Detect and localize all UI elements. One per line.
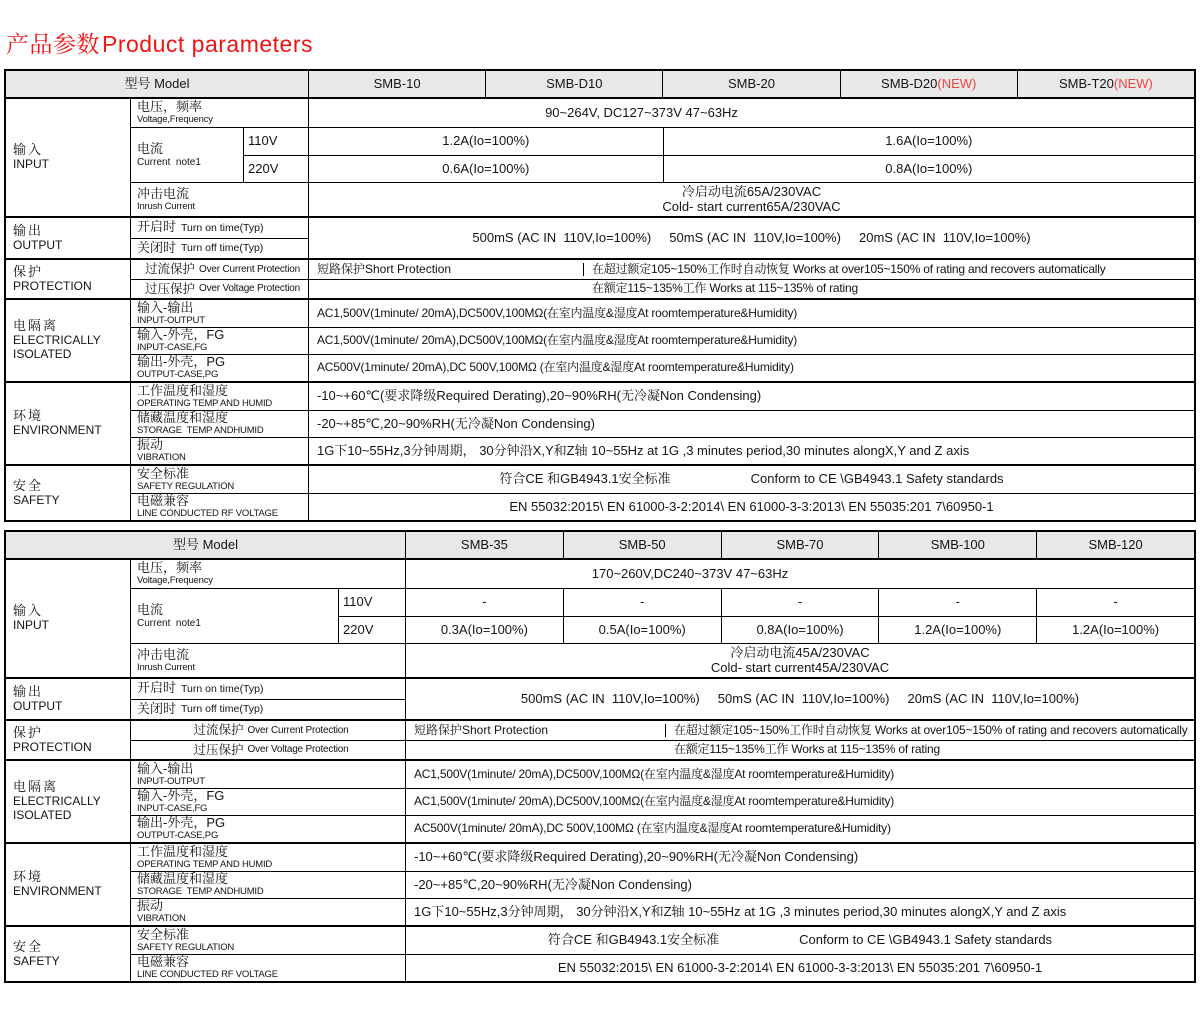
row-label-turn-on: 开启时 Turn on time(Typ) [137,680,264,696]
current-110v-value: 1.2A(Io=100%) [442,133,530,149]
model-column-header: SMB-35 [460,536,508,552]
section-label-environment: 环境 ENVIRONMENT [6,844,131,925]
model-header-cell: 型号 Model [6,71,309,97]
operating-temp-value: -10~+60℃(要求降级Required Derating),20~90%RH(无冷凝Non Condensing) [317,388,762,404]
environment-section [6,381,1194,464]
current-110v-value: - [563,589,721,616]
row-label-turn-off: 关闭时 Turn off time(Typ) [131,699,405,720]
model-column-header: SMB-70 [721,532,879,558]
row-label-input-output: 输入-输出 INPUT-OUTPUT [131,761,406,788]
ocp-recovery-value: 在超过额定105~150%工作时自动恢复 Works at over105~150% of rating and recovers automatically [592,261,1106,276]
section-label-isolated: 电隔离 ELECTRICALLY ISOLATED [6,300,131,381]
row-label-safety-regulation: 安全标准 SAFETY REGULATION [131,927,406,954]
row-label-vibration: 振动 VIBRATION [131,899,406,925]
row-label-safety-regulation: 安全标准 SAFETY REGULATION [131,466,309,493]
new-badge: (NEW) [1113,75,1153,91]
section-label-safety: 安全 SAFETY [6,466,131,520]
row-label-storage-temp: 储藏温度和湿度 STORAGE TEMP ANDHUMID [131,872,406,898]
voltage-frequency-value: 170~260V,DC240~373V 47~63Hz [591,565,789,581]
ocp-recovery-value: 在超过额定105~150%工作时自动恢复 Works at over105~150% of rating and recovers automatically [674,722,1188,737]
row-label-output-case: 输出-外壳，PG OUTPUT-CASE,PG [131,816,406,842]
isolated-section [6,298,1194,381]
iso-output-case-value: AC500V(1minute/ 20mA),DC 500V,100MΩ (在室内温度&湿度At roomtemperature&Humidity) [317,360,794,375]
row-label-output-case: 输出-外壳，PG OUTPUT-CASE,PG [131,355,309,381]
iso-input-case-value: AC1,500V(1minute/ 20mA),DC500V,100MΩ(在室内温度&湿度At roomtemperature&Humidity) [317,333,798,348]
spec-table-2 [4,530,1196,983]
iso-input-output-value: AC1,500V(1minute/ 20mA),DC500V,100MΩ(在室内温度&湿度At roomtemperature&Humidity) [414,766,895,781]
row-label-vibration: 振动 VIBRATION [131,438,309,464]
section-label-output: 输出 OUTPUT [6,218,131,258]
vibration-value: 1G下10~55Hz,3分钟周期， 30分钟沿X,Y和Z轴 10~55Hz at 1G ,3 minutes period,30 minutes alongX,Y and Z axis [414,903,1067,919]
row-label-110v: 110V [244,128,309,155]
short-protection-value: 短路保护Short Protection [406,724,666,738]
row-label-storage-temp: 储藏温度和湿度 STORAGE TEMP ANDHUMID [131,411,309,437]
section-label-output: 输出 OUTPUT [6,679,131,719]
output-section [6,216,1194,258]
vibration-value: 1G下10~55Hz,3分钟周期， 30分钟沿X,Y和Z轴 10~55Hz at 1G ,3 minutes period,30 minutes alongX,Y and Z axis [317,442,970,458]
row-label-over-current-protection: 过流保护 Over Current Protection [131,260,309,279]
iso-input-output-value: AC1,500V(1minute/ 20mA),DC500V,100MΩ(在室内温度&湿度At roomtemperature&Humidity) [317,305,798,320]
current-220v-value: 0.8A(Io=100%) [721,617,879,643]
iso-output-case-value: AC500V(1minute/ 20mA),DC 500V,100MΩ (在室内温度&湿度At roomtemperature&Humidity) [414,821,891,836]
emc-value: EN 55032:2015\ EN 61000-3-2:2014\ EN 61000-3-3:2013\ EN 55035:201 7\60950-1 [557,959,1043,975]
safety-regulation-value: 符合CE 和GB4943.1安全标准 Conform to CE \GB4943.1 Safety standards [499,471,1004,487]
safety-section [6,925,1194,981]
section-label-environment: 环境 ENVIRONMENT [6,383,131,464]
table1-header-row [6,71,1194,97]
row-label-voltage-frequency: 电压，频率 Voltage,Frequency [131,99,309,127]
short-protection-value: 短路保护Short Protection [309,263,584,277]
spec-table-1 [4,69,1196,522]
inrush-current-value: 冷启动电流65A/230VAC Cold- start current65A/230VAC [662,183,841,214]
current-220v-value: 1.2A(Io=100%) [878,617,1036,643]
emc-value: EN 55032:2015\ EN 61000-3-2:2014\ EN 61000-3-3:2013\ EN 55035:201 7\60950-1 [509,498,994,514]
row-label-over-current-protection: 过流保护 Over Current Protection [131,721,406,740]
current-220v-value: 1.2A(Io=100%) [1036,617,1194,643]
row-label-input-output: 输入-输出 INPUT-OUTPUT [131,300,309,327]
current-110v-value: - [878,589,1036,616]
ovp-value: 在额定115~135%工作 Works at 115~135% of rating [674,742,940,757]
row-label-220v: 220V [244,156,309,182]
row-label-turn-off: 关闭时 Turn off time(Typ) [131,238,308,259]
safety-section [6,464,1194,520]
row-label-inrush-current: 冲击电流 Inrush Current [131,183,309,216]
inrush-current-value: 冷启动电流45A/230VAC Cold- start current45A/230VAC [710,644,890,675]
isolated-section [6,759,1194,842]
section-label-protection: 保护 PROTECTION [6,260,131,298]
model-header-cell: 型号 Model [6,532,406,558]
current-220v-value: 0.3A(Io=100%) [440,621,528,637]
turn-time-value: 500mS (AC IN 110V,Io=100%) 50mS (AC IN 110V,Io=100%) 20mS (AC IN 110V,Io=100%) [472,229,1031,245]
model-column-header: SMB-100 [878,532,1036,558]
turn-time-value: 500mS (AC IN 110V,Io=100%) 50mS (AC IN 110V,Io=100%) 20mS (AC IN 110V,Io=100%) [520,690,1080,706]
new-badge: (NEW) [937,75,977,91]
row-label-over-voltage-protection: 过压保护 Over Voltage Protection [131,741,406,759]
section-label-input: 输入 INPUT [6,99,131,216]
current-rows [131,588,1194,643]
current-220v-value: 0.5A(Io=100%) [563,617,721,643]
row-label-220v: 220V [339,617,406,643]
row-label-operating-temp: 工作温度和湿度 OPERATING TEMP AND HUMID [131,844,406,871]
environment-section [6,842,1194,925]
storage-temp-value: -20~+85℃,20~90%RH(无冷凝Non Condensing) [317,415,595,431]
section-label-safety: 安全 SAFETY [6,927,131,981]
operating-temp-value: -10~+60℃(要求降级Required Derating),20~90%RH(无冷凝Non Condensing) [414,849,859,865]
row-label-operating-temp: 工作温度和湿度 OPERATING TEMP AND HUMID [131,383,309,410]
row-label-input-case: 输入-外壳，FG INPUT-CASE,FG [131,328,309,354]
protection-section [6,258,1194,298]
row-label-over-voltage-protection: 过压保护 Over Voltage Protection [131,280,309,298]
model-column-header: SMB-D20 (NEW) [840,71,1017,97]
row-label-inrush-current: 冲击电流 Inrush Current [131,644,406,677]
ovp-value: 在额定115~135%工作 Works at 115~135% of rating [592,281,858,296]
model-column-header: SMB-120 [1036,532,1194,558]
storage-temp-value: -20~+85℃,20~90%RH(无冷凝Non Condensing) [414,876,692,892]
input-section [6,97,1194,216]
row-label-input-case: 输入-外壳，FG INPUT-CASE,FG [131,789,406,815]
section-label-input: 输入 INPUT [6,560,131,677]
row-label-turn-on: 开启时 Turn on time(Typ) [137,219,264,235]
current-110v-value: - [721,589,879,616]
page-title-cn: 产品参数 [6,31,100,57]
current-rows [131,127,1194,182]
current-220v-value: 0.6A(Io=100%) [442,160,530,176]
row-label-emc: 电磁兼容 LINE CONDUCTED RF VOLTAGE [131,955,406,981]
output-section [6,677,1194,719]
section-label-protection: 保护 PROTECTION [6,721,131,759]
section-label-isolated: 电隔离 ELECTRICALLY ISOLATED [6,761,131,842]
current-110v-value: - [1036,589,1194,616]
model-column-header: SMB-T20 (NEW) [1017,71,1194,97]
row-label-current: 电流 Current note1 [131,589,339,643]
row-label-110v: 110V [339,589,406,616]
row-label-emc: 电磁兼容 LINE CONDUCTED RF VOLTAGE [131,494,309,520]
current-110v-value: 1.6A(Io=100%) [663,128,1194,155]
model-column-header: SMB-50 [563,532,721,558]
model-column-header: SMB-D10 [485,71,662,97]
iso-input-case-value: AC1,500V(1minute/ 20mA),DC500V,100MΩ(在室内温度&湿度At roomtemperature&Humidity) [414,794,895,809]
row-label-current: 电流 Current note1 [131,128,244,182]
current-220v-value: 0.8A(Io=100%) [663,156,1194,182]
protection-section [6,719,1194,759]
model-column-header: SMB-20 [662,71,839,97]
table2-header-row [6,532,1194,558]
row-label-voltage-frequency: 电压，频率 Voltage,Frequency [131,560,406,588]
safety-regulation-value: 符合CE 和GB4943.1安全标准 Conform to CE \GB4943.1 Safety standards [547,932,1053,948]
current-110v-value: - [482,594,487,610]
input-section [6,558,1194,677]
page-title-en: Product parameters [102,31,313,57]
voltage-frequency-value: 90~264V, DC127~373V 47~63Hz [545,104,738,120]
model-column-header: SMB-10 [373,75,421,91]
page-title [6,26,1200,59]
